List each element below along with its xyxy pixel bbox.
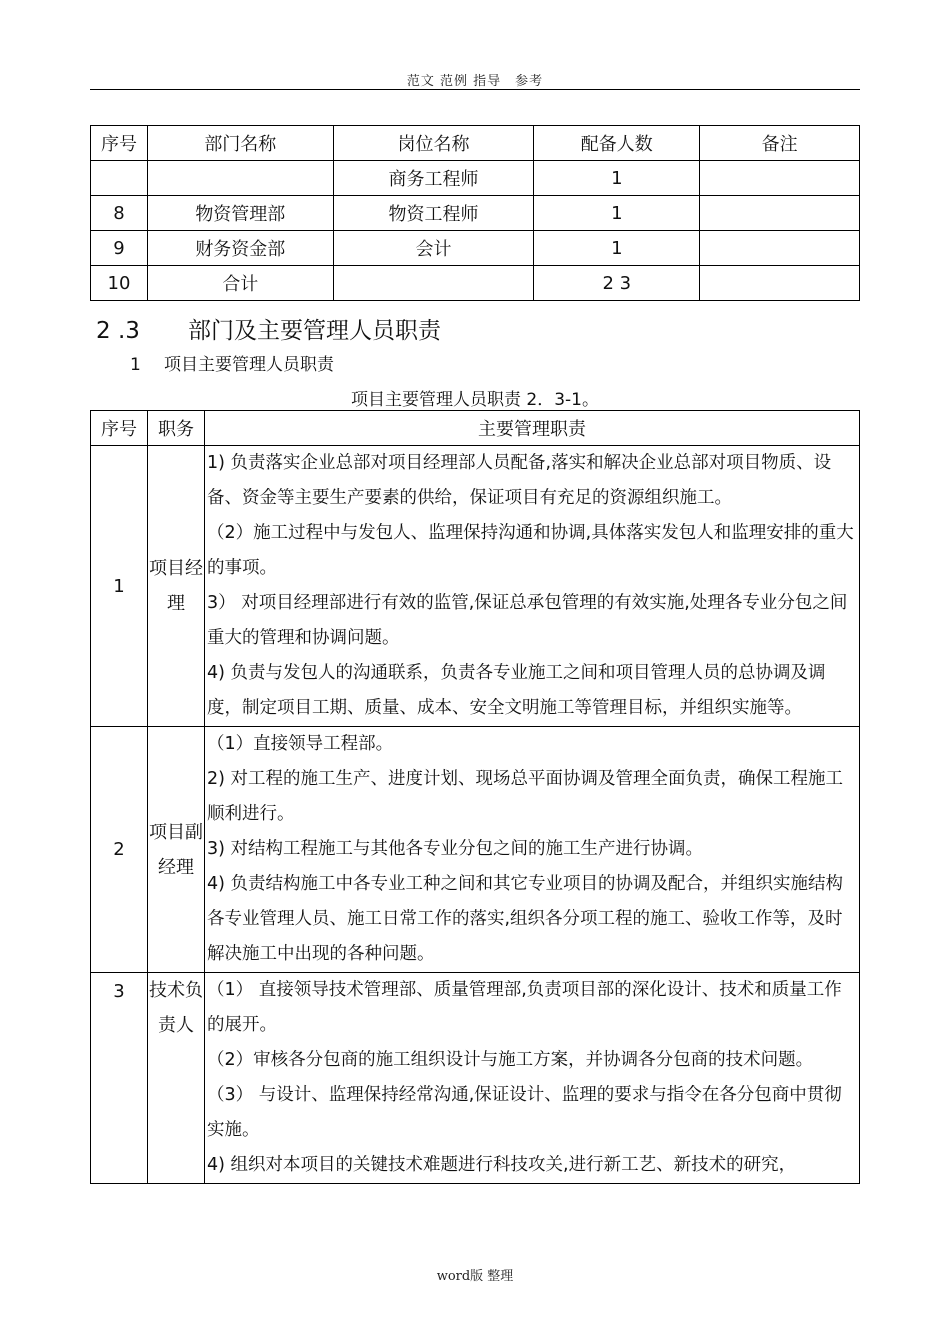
row-role: 项目经理 <box>148 446 205 727</box>
table-cell: 会计 <box>333 231 534 266</box>
table-cell <box>700 161 860 196</box>
table-cell <box>333 266 534 301</box>
duty-item: （1）直接领导工程部。 <box>207 734 394 754</box>
duty-item: （1） 直接领导技术管理部、质量管理部,负责项目部的深化设计、技术和质量工作的展开。 <box>207 980 842 1035</box>
table-cell: 9 <box>91 231 148 266</box>
row-role: 项目副经理 <box>148 727 205 973</box>
column-header-role: 职务 <box>148 411 205 446</box>
subsection-title: 项目主要管理人员职责 <box>164 355 334 375</box>
page-header: 范文 范例 指导 参考 <box>406 74 544 89</box>
column-header-headcount: 配备人数 <box>534 126 700 161</box>
table-cell: 物资管理部 <box>147 196 333 231</box>
table-cell <box>700 266 860 301</box>
duty-item: （3） 与设计、监理保持经常沟通,保证设计、监理的要求与指令在各分包商中贯彻实施。 <box>207 1085 842 1140</box>
page-footer: word版 整理 <box>436 1269 514 1284</box>
table-cell <box>700 196 860 231</box>
duty-item: （2）施工过程中与发包人、监理保持沟通和协调,具体落实发包人和监理安排的重大的事项。 <box>207 523 854 578</box>
column-header-remarks: 备注 <box>700 126 860 161</box>
column-header-duties: 主要管理职责 <box>205 411 860 446</box>
subsection-heading <box>130 350 334 375</box>
table-row <box>91 973 860 1184</box>
table-row <box>91 196 860 231</box>
duty-item: 2) 对工程的施工生产、进度计划、现场总平面协调及管理全面负责，确保工程施工顺利进行。 <box>207 769 844 824</box>
column-header-department: 部门名称 <box>147 126 333 161</box>
column-header-seq: 序号 <box>91 411 148 446</box>
row-seq: 3 <box>91 973 148 1184</box>
duty-item: 4) 组织对本项目的关键技术难题进行科技攻关,进行新工艺、新技术的研究， <box>207 1155 797 1175</box>
section-title: 部门及主要管理人员职责 <box>188 318 441 344</box>
duty-item: 1) 负责落实企业总部对项目经理部人员配备,落实和解决企业总部对项目物质、设备、资金等主要生产要素的供给，保证项目有充足的资源组织施工。 <box>207 453 832 508</box>
table-cell: 财务资金部 <box>147 231 333 266</box>
row-duties <box>205 446 860 727</box>
table-cell: 1 <box>534 196 700 231</box>
table-cell: 合计 <box>147 266 333 301</box>
responsibility-table <box>90 410 860 1184</box>
table-row <box>91 231 860 266</box>
header-divider <box>90 89 860 90</box>
table-cell: 10 <box>91 266 148 301</box>
section-heading <box>96 312 441 345</box>
table-row <box>91 727 860 973</box>
table-cell: 8 <box>91 196 148 231</box>
duty-item: 4) 负责结构施工中各专业工种之间和其它专业项目的协调及配合，并组织实施结构各专业管理人员、施工日常工作的落实,组织各分项工程的施工、验收工作等，及时解决施工中出现的各种问题。 <box>207 874 844 964</box>
table-cell <box>91 161 148 196</box>
table-cell: 物资工程师 <box>333 196 534 231</box>
table-caption: 项目主要管理人员职责 2．3-1。 <box>351 390 599 410</box>
table-cell: 商务工程师 <box>333 161 534 196</box>
section-number: 2 .3 <box>96 318 140 344</box>
table-cell: 2 3 <box>534 266 700 301</box>
row-duties <box>205 727 860 973</box>
row-seq: 2 <box>91 727 148 973</box>
column-header-position: 岗位名称 <box>333 126 534 161</box>
table-cell: 1 <box>534 231 700 266</box>
subsection-number: 1 <box>130 355 141 375</box>
column-header-seq: 序号 <box>91 126 148 161</box>
table-cell <box>147 161 333 196</box>
duty-item: 3） 对项目经理部进行有效的监管,保证总承包管理的有效实施,处理各专业分包之间重大的管理和协调问题。 <box>207 593 848 648</box>
duty-item: 3) 对结构工程施工与其他各专业分包之间的施工生产进行协调。 <box>207 839 704 859</box>
duty-item: （2）审核各分包商的施工组织设计与施工方案，并协调各分包商的技术问题。 <box>207 1050 814 1070</box>
table-row <box>91 161 860 196</box>
table-row-total <box>91 266 860 301</box>
table-header-row <box>91 411 860 446</box>
table-row <box>91 446 860 727</box>
table-cell: 1 <box>534 161 700 196</box>
row-duties <box>205 973 860 1184</box>
table-cell <box>700 231 860 266</box>
duty-item: 4) 负责与发包人的沟通联系，负责各专业施工之间和项目管理人员的总协调及调度，制定项目工期、质量、成本、安全文明施工等管理目标，并组织实施等。 <box>207 663 826 718</box>
row-seq: 1 <box>91 446 148 727</box>
staff-allocation-table <box>90 125 860 301</box>
row-role: 技术负责人 <box>148 973 205 1184</box>
table-header-row <box>91 126 860 161</box>
